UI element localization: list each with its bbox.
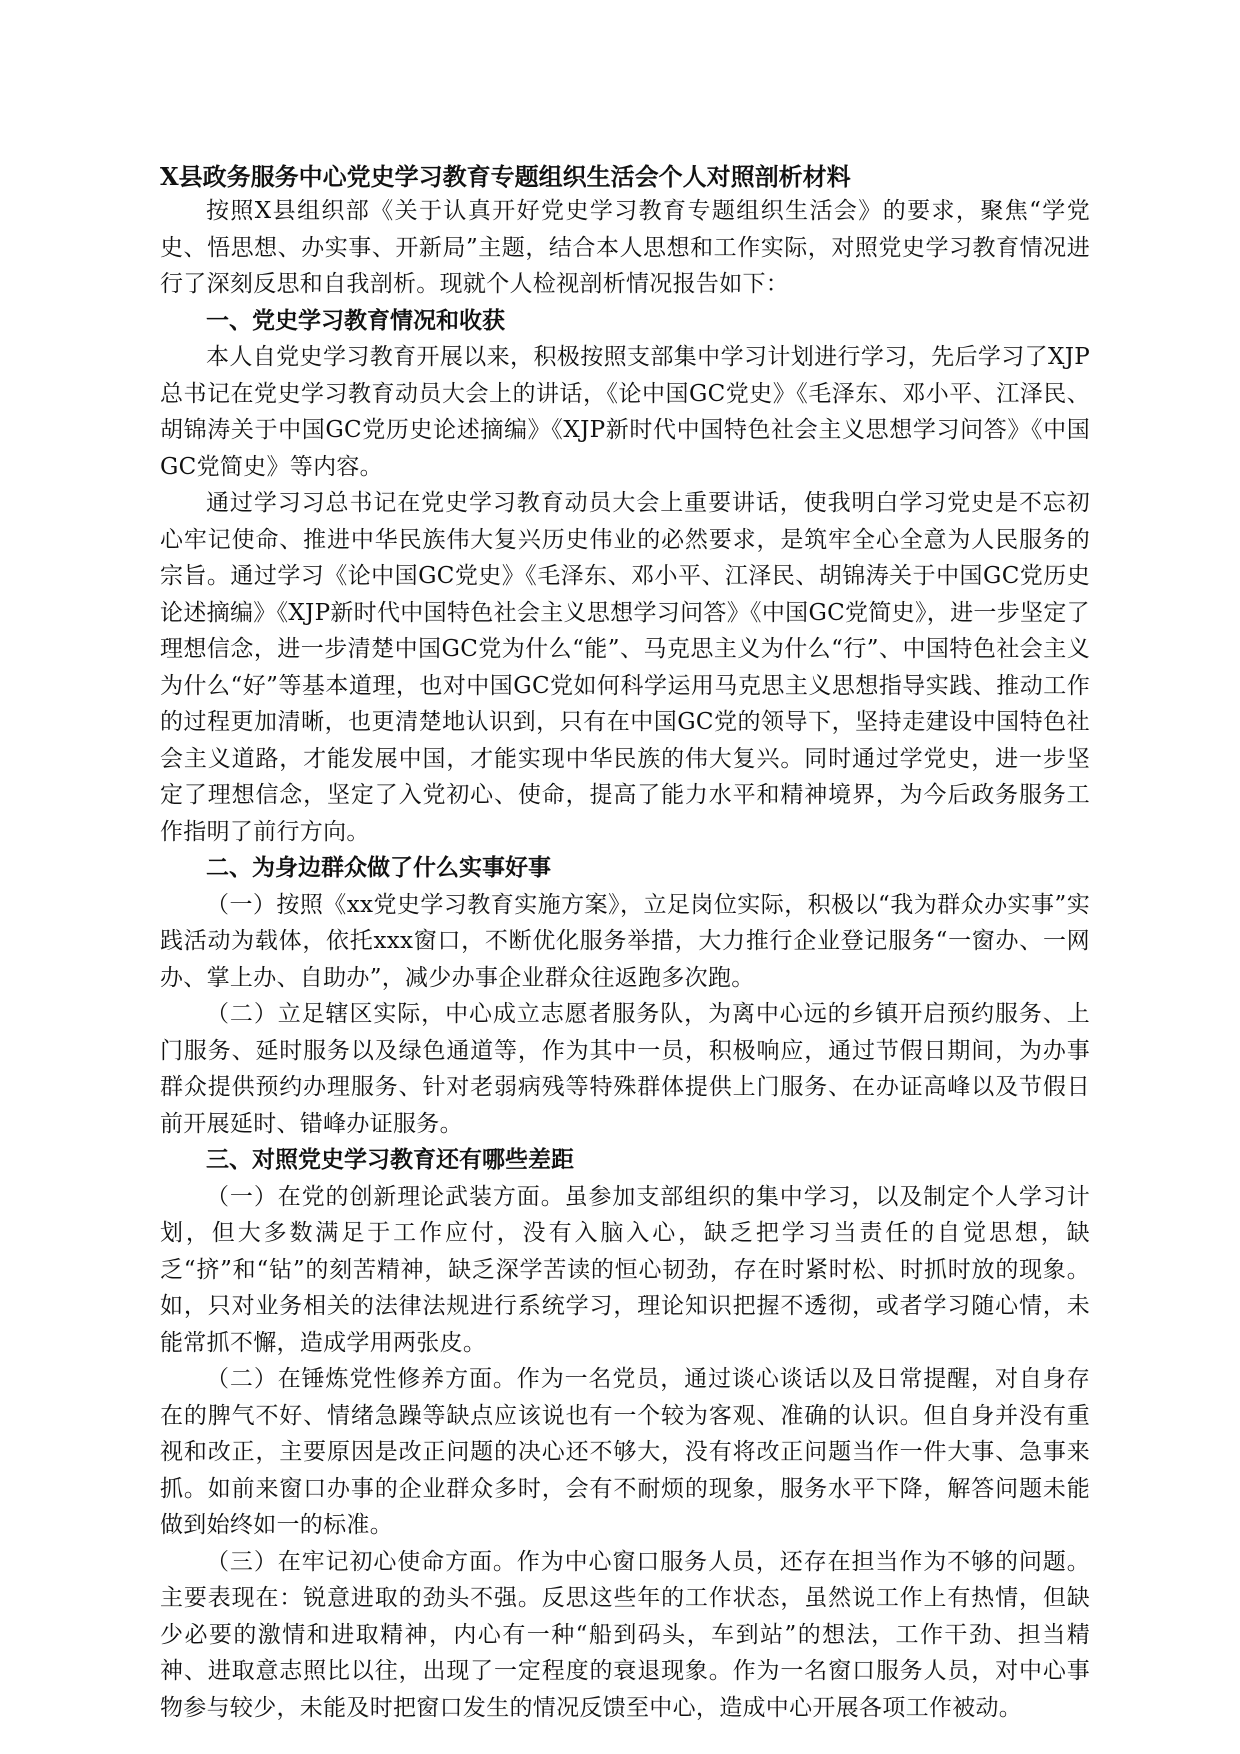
section-3-paragraph-3: （三）在牢记初心使命方面。作为中心窗口服务人员，还存在担当作为不够的问题。主要表现在：锐意进取的劲头不强。反思这些年的工作状态，虽然说工作上有热情，但缺少必要的激情和进取精神，内心有一种“船到码头，车到站”的想法，工作干劲、担当精神、进取意志照比以往，出现了一定程度的衰退现象。作为一名窗口服务人员，对中心事物参与较少，未能及时把窗口发生的情况反馈至中心，造成中心开展各项工作被动。 <box>160 1548 1090 1721</box>
section-2-paragraph-2: （二）立足辖区实际，中心成立志愿者服务队，为离中心远的乡镇开启预约服务、上门服务、延时服务以及绿色通道等，作为其中一员，积极响应，通过节假日期间，为办事群众提供预约办理服务、针对老弱病残等特殊群体提供上门服务、在办证高峰以及节假日前开展延时、错峰办证服务。 <box>160 1001 1090 1137</box>
section-1-heading: 一、党史学习教育情况和收获 <box>206 306 505 334</box>
section-1-paragraph-1: 本人自党史学习教育开展以来，积极按照支部集中学习计划进行学习，先后学习了XJP总书记在党史学习教育动员大会上的讲话，《论中国GC党史》《毛泽东、邓小平、江泽民、胡锦涛关于中国GC党历史论述摘编》《XJP新时代中国特色社会主义思想学习问答》《中国GC党简史》等内容。 <box>160 344 1090 480</box>
document-title: X县政务服务中心党史学习教育专题组织生活会个人对照剖析材料 <box>160 162 851 191</box>
section-3-paragraph-1: （一）在党的创新理论武装方面。虽参加支部组织的集中学习，以及制定个人学习计划，但大多数满足于工作应付，没有入脑入心，缺乏把学习当责任的自觉思想，缺乏“挤”和“钻”的刻苦精神，缺乏深学苦读的恒心韧劲，存在时紧时松、时抓时放的现象。如，只对业务相关的法律法规进行系统学习，理论知识把握不透彻，或者学习随心情，未能常抓不懈，造成学用两张皮。 <box>160 1183 1090 1356</box>
section-2-heading: 二、为身边群众做了什么实事好事 <box>206 854 551 881</box>
section-3-paragraph-2: （二）在锤炼党性修养方面。作为一名党员，通过谈心谈话以及日常提醒，对自身存在的脾气不好、情绪急躁等缺点应该说也有一个较为客观、准确的认识。但自身并没有重视和改正，主要原因是改正问题的决心还不够大，没有将改正问题当作一件大事、急事来抓。如前来窗口办事的企业群众多时，会有不耐烦的现象，服务水平下降，解答问题未能做到始终如一的标准。 <box>160 1366 1090 1538</box>
document-body <box>160 160 1090 1726</box>
section-1-paragraph-2: 通过学习习总书记在党史学习教育动员大会上重要讲话，使我明白学习党史是不忘初心牢记使命、推进中华民族伟大复兴历史伟业的必然要求，是筑牢全心全意为人民服务的宗旨。通过学习《论中国GC党史》《毛泽东、邓小平、江泽民、胡锦涛关于中国GC党历史论述摘编》《XJP新时代中国特色社会主义思想学习问答》《中国GC党简史》，进一步坚定了理想信念，进一步清楚中国GC党为什么“能”、马克思主义为什么“行”、中国特色社会主义为什么“好”等基本道理，也对中国GC党如何科学运用马克思主义思想指导实践、推动工作的过程更加清晰，也更清楚地认识到，只有在中国GC党的领导下，坚持走建设中国特色社会主义道路，才能发展中国，才能实现中华民族的伟大复兴。同时通过学党史，进一步坚定了理想信念，坚定了入党初心、使命，提高了能力水平和精神境界，为今后政务服务工作指明了前行方向。 <box>160 490 1090 845</box>
section-2-paragraph-1: （一）按照《xx党史学习教育实施方案》，立足岗位实际，积极以“我为群众办实事”实践活动为载体，依托xxx窗口，不断优化服务举措，大力推行企业登记服务“一窗办、一网办、掌上办、自助办”，减少办事企业群众往返跑多次跑。 <box>160 891 1090 991</box>
intro-paragraph: 按照X县组织部《关于认真开好党史学习教育专题组织生活会》的要求，聚焦“学党史、悟思想、办实事、开新局”主题，结合本人思想和工作实际，对照党史学习教育情况进行了深刻反思和自我剖析。现就个人检视剖析情况报告如下： <box>160 198 1090 297</box>
section-3-heading: 三、对照党史学习教育还有哪些差距 <box>206 1146 574 1173</box>
